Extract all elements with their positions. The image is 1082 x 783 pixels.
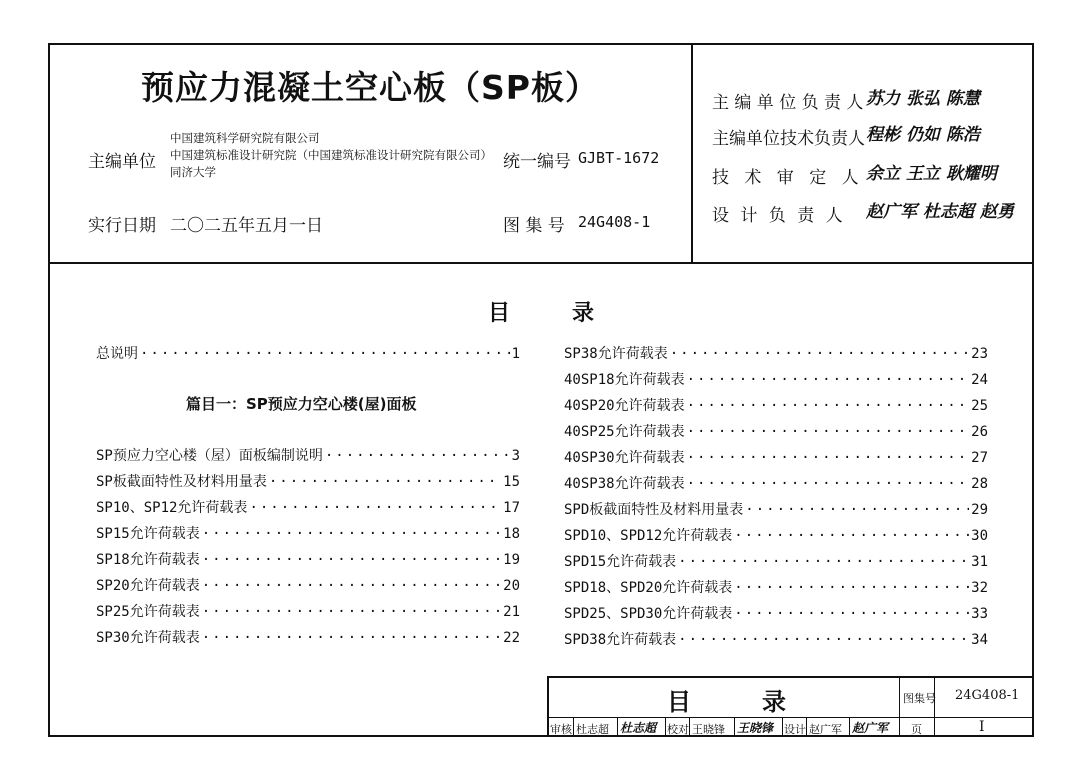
toc-entry-page: 29 [971,502,988,518]
toc-title-left: 目 [488,301,511,326]
toc-entry[interactable] [564,395,988,415]
checker-name: 王晓锋 [692,723,725,736]
checker-signature: 王晓锋 [737,721,774,735]
check-label: 校对 [667,723,689,736]
page-label: 页 [911,723,922,736]
designer-signatures: 赵广军 杜志超 赵勇 [866,202,1014,222]
atlas-no: 24G408-1 [578,213,651,231]
toc-entry-page: 30 [971,528,988,544]
toc-entry[interactable] [564,525,988,545]
toc-section-heading: 篇目一：SP预应力空心楼(屋)面板 [186,395,417,413]
toc-entry[interactable] [564,629,988,649]
toc-entry-label: SP30允许荷载表 [96,630,200,646]
toc-entry-label: SPD25、SPD30允许荷载表 [564,606,733,622]
toc-entry-label: SP15允许荷载表 [96,526,200,542]
editor-units [170,130,492,181]
toc-title-right: 录 [572,301,595,326]
toc-entry-label: SP18允许荷载表 [96,552,200,568]
designer-signature: 赵广军 [852,721,889,735]
document-title: 预应力混凝土空心板（SP板） [141,68,599,107]
designer-name: 赵广军 [809,723,842,736]
title-block-name-left: 目 [667,688,691,716]
toc-entry-label: 40SP30允许荷载表 [564,450,685,466]
toc-entry[interactable] [96,523,520,543]
toc-entry-label: SPD10、SPD12允许荷载表 [564,528,733,544]
toc-entry[interactable] [96,343,520,363]
toc-entry[interactable] [564,343,988,363]
toc-entry-label: 40SP18允许荷载表 [564,372,685,388]
toc-entry-label: 总说明 [96,346,138,362]
title-block-atlas-label: 图集号 [903,692,936,705]
reviewer-name: 杜志超 [576,723,609,736]
toc-entry-label: SP25允许荷载表 [96,604,200,620]
toc-entry[interactable] [564,603,988,623]
atlas-no-label: 图 集 号 [503,216,565,236]
toc-entry-page: 21 [503,604,520,620]
editor-unit-3: 同济大学 [170,165,216,179]
title-block-name-right: 录 [762,688,786,716]
toc-entry[interactable] [564,369,988,389]
unit-head-label: 主 编 单 位 负 责 人 [712,93,864,113]
toc-entry[interactable] [564,551,988,571]
review-label: 审核 [550,723,572,736]
toc-entry-page: 33 [971,606,988,622]
toc-entry-label: SPD板截面特性及材料用量表 [564,502,744,518]
toc-entry-label: SP20允许荷载表 [96,578,200,594]
toc-entry-label: 40SP38允许荷载表 [564,476,685,492]
toc-entry-page: 15 [503,474,520,490]
toc-entry-label: SP38允许荷载表 [564,346,668,362]
toc-entry-page: 24 [971,372,988,388]
page-number: I [979,719,985,735]
toc-entry-page: 17 [503,500,520,516]
toc-entry-page: 25 [971,398,988,414]
reviewer-signature: 杜志超 [620,721,657,735]
editor-unit-label: 主编单位 [88,152,156,172]
toc-entry-label: 40SP25允许荷载表 [564,424,685,440]
toc-entry[interactable] [96,549,520,569]
unified-code-label: 统一编号 [503,152,571,172]
toc-entry-page: 23 [971,346,988,362]
design-label: 设计 [784,723,806,736]
toc-entry-page: 28 [971,476,988,492]
date-value: 二〇二五年五月一日 [170,216,323,236]
editor-unit-2: 中国建筑标准设计研究院（中国建筑标准设计研究院有限公司） [170,148,492,162]
designer-label: 设 计 负 责 人 [712,206,846,226]
reviewer-label: 技 术 审 定 人 [712,168,864,188]
toc-entry-page: 26 [971,424,988,440]
header-vertical-divider [691,43,693,263]
toc-entry-page: 22 [503,630,520,646]
toc-entry[interactable] [96,627,520,647]
toc-entry-page: 1 [511,346,520,362]
toc-entry-page: 20 [503,578,520,594]
toc-entry[interactable] [564,421,988,441]
title-block [547,676,1034,737]
toc-entry[interactable] [96,497,520,517]
reviewer-signatures: 余立 王立 耿耀明 [866,164,997,184]
toc-entry[interactable] [564,577,988,597]
date-label: 实行日期 [88,216,156,236]
toc-entry[interactable] [564,447,988,467]
toc-entry-label: 40SP20允许荷载表 [564,398,685,414]
toc-entry-label: SPD38允许荷载表 [564,632,677,648]
toc-entry-label: SPD18、SPD20允许荷载表 [564,580,733,596]
toc-entry-page: 27 [971,450,988,466]
toc-entry-page: 19 [503,552,520,568]
toc-entry[interactable] [96,445,520,465]
unified-code: GJBT-1672 [578,149,660,167]
tech-head-signatures: 程彬 仍如 陈浩 [866,125,980,145]
toc-entry-page: 32 [971,580,988,596]
toc-entry[interactable] [96,575,520,595]
editor-unit-1: 中国建筑科学研究院有限公司 [170,131,320,145]
toc-entry-page: 3 [511,448,520,464]
toc-entry-label: SP板截面特性及材料用量表 [96,474,267,490]
header-divider [48,262,1034,264]
toc-entry-label: SP预应力空心楼（屋）面板编制说明 [96,448,323,464]
toc-entry-page: 34 [971,632,988,648]
toc-entry-label: SP10、SP12允许荷载表 [96,500,248,516]
unit-head-signatures: 苏力 张弘 陈慧 [866,89,980,109]
toc-entry[interactable] [564,499,988,519]
toc-entry[interactable] [96,601,520,621]
toc-entry[interactable] [96,471,520,491]
toc-entry[interactable] [564,473,988,493]
toc-entry-page: 31 [971,554,988,570]
title-block-atlas-no: 24G408-1 [955,688,1020,703]
toc-entry-page: 18 [503,526,520,542]
toc-entry-label: SPD15允许荷载表 [564,554,677,570]
tech-head-label: 主编单位技术负责人 [712,129,865,149]
